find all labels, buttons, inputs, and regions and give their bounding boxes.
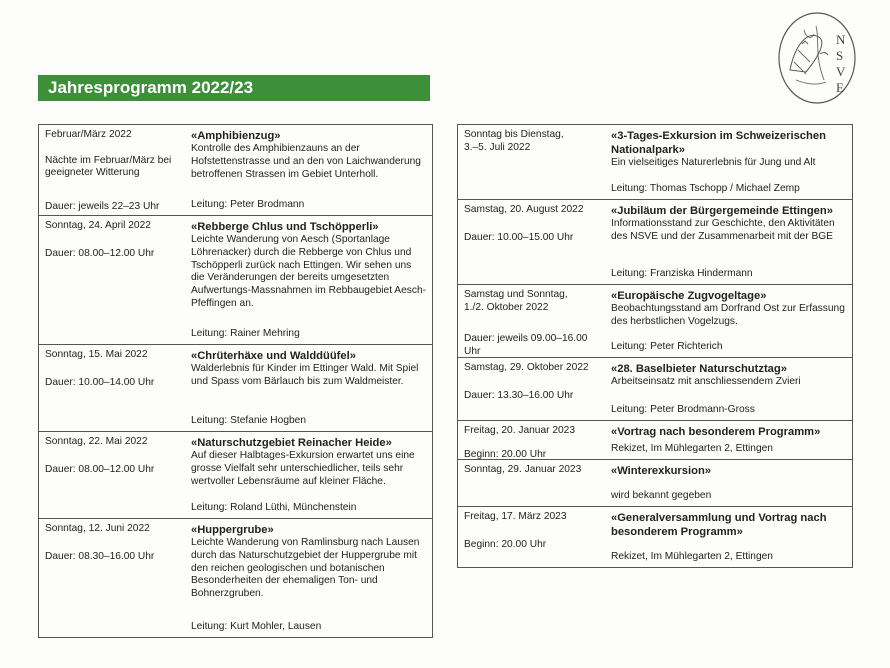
event-date bbox=[45, 349, 181, 429]
event-title: «Chrüterhäxe und Walddüüfel» bbox=[191, 350, 356, 362]
event-date-line: Sonntag, 29. Januar 2023 bbox=[464, 464, 582, 475]
program-row bbox=[458, 200, 852, 285]
event-title: «Vortrag nach besonderem Programm» bbox=[611, 426, 821, 438]
event-leader: Leitung: Thomas Tschopp / Michael Zemp bbox=[611, 183, 800, 195]
event-duration: Dauer: 08.30–16.00 Uhr bbox=[45, 551, 155, 562]
event-date-line: Sonntag bis Dienstag, bbox=[464, 129, 564, 140]
page-title: Jahresprogramm 2022/23 bbox=[38, 75, 430, 101]
event-leader: Leitung: Peter Brodmann bbox=[191, 199, 305, 211]
event-leader: Leitung: Peter Brodmann-Gross bbox=[611, 404, 755, 416]
event-details bbox=[611, 362, 846, 389]
event-date-line: Sonntag, 22. Mai 2022 bbox=[45, 436, 148, 447]
event-details bbox=[611, 289, 846, 329]
event-title: «Jubiläum der Bürgergemeinde Ettingen» bbox=[611, 205, 833, 217]
event-date bbox=[464, 511, 600, 565]
event-date-line: Sonntag, 12. Juni 2022 bbox=[45, 523, 150, 534]
event-duration: Dauer: 13.30–16.00 Uhr bbox=[464, 390, 574, 401]
event-details bbox=[611, 129, 846, 170]
program-row bbox=[39, 125, 432, 216]
program-column-right bbox=[457, 124, 853, 568]
event-leader: Leitung: Rainer Mehring bbox=[191, 328, 300, 340]
event-details bbox=[191, 523, 426, 601]
event-title: «Europäische Zugvogeltage» bbox=[611, 290, 767, 302]
event-leader: wird bekannt gegeben bbox=[611, 490, 712, 502]
program-row bbox=[39, 432, 432, 519]
nsve-logo bbox=[776, 10, 858, 106]
program-row bbox=[458, 358, 852, 421]
event-duration: Beginn: 20.00 Uhr bbox=[464, 449, 547, 460]
event-date bbox=[45, 436, 181, 516]
program-row bbox=[39, 345, 432, 432]
event-leader: Leitung: Roland Lüthi, Münchenstein bbox=[191, 502, 357, 514]
event-date bbox=[45, 220, 181, 342]
event-title: «Winterexkursion» bbox=[611, 465, 711, 477]
svg-text:V: V bbox=[836, 64, 846, 79]
event-duration: Dauer: 10.00–14.00 Uhr bbox=[45, 377, 155, 388]
event-date-line: Februar/März 2022 bbox=[45, 129, 132, 140]
event-date-line: Samstag, 20. August 2022 bbox=[464, 204, 584, 215]
event-date-line bbox=[45, 142, 181, 155]
event-details bbox=[611, 204, 846, 244]
event-duration: Dauer: 08.00–12.00 Uhr bbox=[45, 464, 155, 475]
event-details bbox=[611, 511, 846, 539]
event-title: «28. Baselbieter Naturschutztag» bbox=[611, 363, 787, 375]
event-title: «Naturschutzgebiet Reinacher Heide» bbox=[191, 437, 392, 449]
event-date bbox=[45, 523, 181, 635]
event-details bbox=[611, 425, 846, 439]
program-row bbox=[458, 507, 852, 568]
svg-text:N: N bbox=[836, 32, 846, 47]
event-description: Leichte Wanderung von Aesch (Sportanlage Löhrenacker) durch die Rebberge von Chlus und Tschöpperli zurück nach Ettingen. Wir sehen uns die Veränderungen der bereits umgesetzten Aufwertungs-Massnahmen im Rebbaugebiet Aesch-Pfeffingen an. bbox=[191, 234, 427, 309]
event-date-line: Samstag und Sonntag, bbox=[464, 289, 568, 300]
event-date bbox=[464, 362, 600, 418]
event-description: Auf dieser Halbtages-Exkursion erwartet uns eine grosse Vielfalt sehr unterschiedlicher, teils sehr wertvoller Lebensräume auf kleiner Fläche. bbox=[191, 450, 415, 487]
event-date-line: Samstag, 29. Oktober 2022 bbox=[464, 362, 589, 373]
event-date bbox=[464, 464, 600, 504]
event-details bbox=[191, 436, 426, 488]
event-date bbox=[464, 289, 600, 355]
event-date bbox=[45, 129, 181, 213]
program-row bbox=[39, 216, 432, 345]
event-duration: Dauer: jeweils 22–23 Uhr bbox=[45, 201, 160, 212]
event-leader: Rekizet, Im Mühlegarten 2, Ettingen bbox=[611, 443, 773, 455]
program-row bbox=[458, 421, 852, 460]
event-title: «Amphibienzug» bbox=[191, 130, 281, 142]
event-details bbox=[611, 464, 846, 478]
svg-text:E: E bbox=[836, 80, 844, 95]
event-date-line: Sonntag, 15. Mai 2022 bbox=[45, 349, 148, 360]
program-row bbox=[458, 285, 852, 358]
program-column-left bbox=[38, 124, 433, 638]
event-date-line: Sonntag, 24. April 2022 bbox=[45, 220, 151, 231]
event-details bbox=[191, 349, 426, 389]
event-details bbox=[191, 129, 426, 181]
event-description: Ein vielseitiges Naturerlebnis für Jung und Alt bbox=[611, 157, 816, 168]
event-title: «Huppergrube» bbox=[191, 524, 274, 536]
event-date-line: 3.–5. Juli 2022 bbox=[464, 141, 531, 153]
program-row bbox=[458, 460, 852, 507]
event-title: «3-Tages-Exkursion im Schweizerischen Nationalpark» bbox=[611, 130, 826, 156]
event-description: Beobachtungsstand am Dorfrand Ost zur Erfassung des herbstlichen Vogelzugs. bbox=[611, 303, 845, 327]
event-description: Arbeitseinsatz mit anschliessendem Zvieri bbox=[611, 376, 801, 387]
event-duration: Beginn: 20.00 Uhr bbox=[464, 539, 547, 550]
event-leader: Leitung: Peter Richterich bbox=[611, 341, 723, 353]
event-duration: Dauer: 08.00–12.00 Uhr bbox=[45, 248, 155, 259]
event-duration: Dauer: 10.00–15.00 Uhr bbox=[464, 232, 574, 243]
event-leader: Leitung: Stefanie Hogben bbox=[191, 415, 306, 427]
event-description: Walderlebnis für Kinder im Ettinger Wald. Mit Spiel und Spass vom Bärlauch bis zum Waldmeister. bbox=[191, 363, 419, 387]
event-description: Kontrolle des Amphibienzauns an der Hofstettenstrasse und an den von Laichwanderung betroffenen Strassen im Gebiet Unterholl. bbox=[191, 143, 421, 180]
event-date bbox=[464, 129, 600, 197]
event-leader: Leitung: Franziska Hindermann bbox=[611, 268, 753, 280]
event-details bbox=[191, 220, 426, 311]
event-date bbox=[464, 425, 600, 460]
event-leader: Rekizet, Im Mühlegarten 2, Ettingen bbox=[611, 551, 773, 563]
program-row bbox=[458, 125, 852, 200]
event-date-line: 1./2. Oktober 2022 bbox=[464, 301, 549, 313]
event-date-line: Freitag, 17. März 2023 bbox=[464, 511, 567, 522]
program-row bbox=[39, 519, 432, 638]
event-date bbox=[464, 204, 600, 282]
event-date-line: Freitag, 20. Januar 2023 bbox=[464, 425, 576, 436]
svg-text:S: S bbox=[836, 48, 844, 63]
event-date-line: Nächte im Februar/März bei geeigneter Witterung bbox=[45, 154, 172, 179]
event-leader: Leitung: Kurt Mohler, Lausen bbox=[191, 621, 322, 633]
event-duration: Dauer: jeweils 09.00–16.00 Uhr bbox=[464, 333, 588, 357]
event-title: «Rebberge Chlus und Tschöpperli» bbox=[191, 221, 379, 233]
event-description: Informationsstand zur Geschichte, den Aktivitäten des NSVE und der Zusammenarbeit mit der BGE bbox=[611, 218, 835, 242]
event-title: «Generalversammlung und Vortrag nach besonderem Programm» bbox=[611, 512, 827, 538]
event-description: Leichte Wanderung von Ramlinsburg nach Lausen durch das Naturschutzgebiet der Huppergrube mit den reichen geologischen und botanischen Besonderheiten der ehemaligen Ton- und Bohnerzgruben. bbox=[191, 537, 420, 599]
